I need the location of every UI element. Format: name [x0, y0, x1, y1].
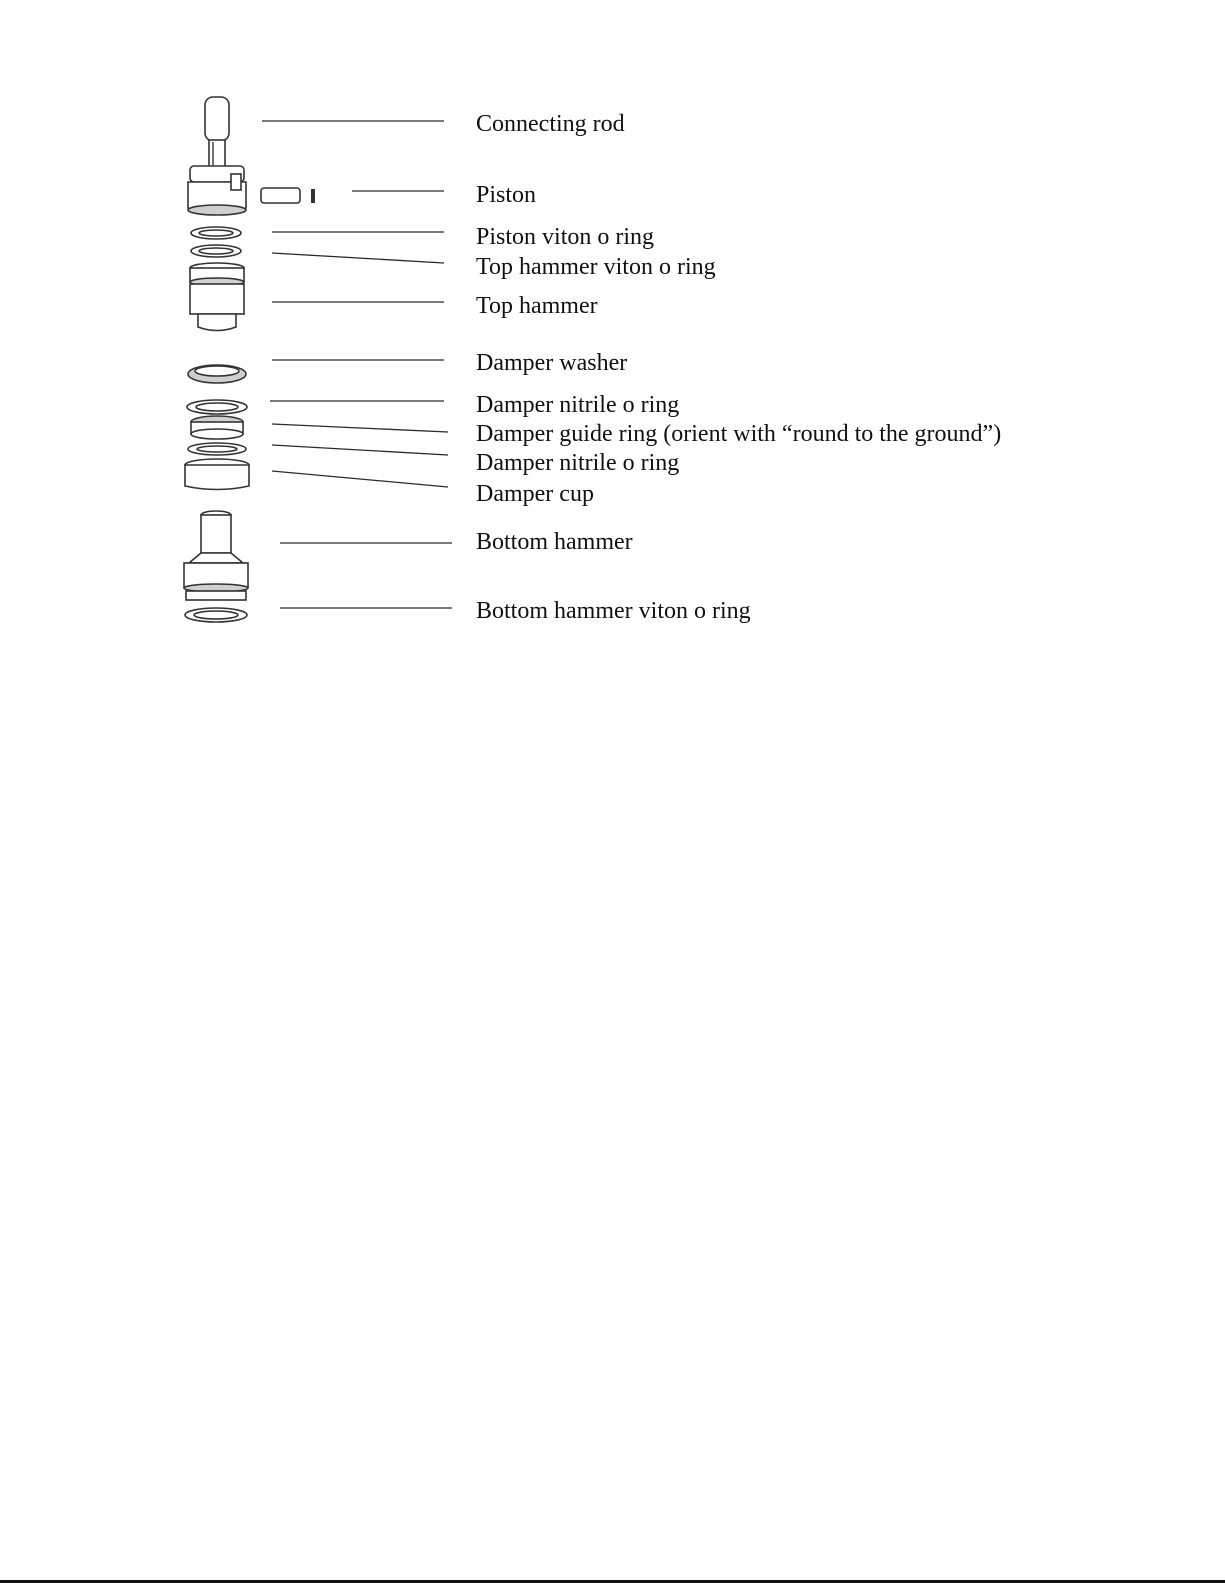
damper-washer-drawing — [188, 365, 246, 383]
damper-cup-drawing — [185, 459, 249, 490]
piston-drawing — [261, 188, 315, 203]
label-damper-washer: Damper washer — [476, 350, 628, 376]
connecting-rod-drawing — [188, 97, 246, 215]
label-connecting-rod: Connecting rod — [476, 111, 625, 137]
leader-line — [272, 424, 448, 432]
bottom-hammer-drawing — [184, 511, 248, 600]
label-top-hammer-viton-o-ring: Top hammer viton o ring — [476, 254, 716, 280]
damper-nitrile-o-ring-2-drawing — [188, 443, 246, 455]
label-damper-cup: Damper cup — [476, 481, 594, 507]
label-bottom-hammer: Bottom hammer — [476, 529, 633, 555]
piston-viton-o-ring-drawing — [191, 227, 241, 239]
leader-line — [272, 445, 448, 455]
page-bottom-rule — [0, 1580, 1225, 1583]
top-hammer-drawing — [190, 263, 244, 331]
label-piston-viton-o-ring: Piston viton o ring — [476, 224, 655, 250]
leader-line — [272, 471, 448, 487]
label-damper-nitrile-o-ring: Damper nitrile o ring — [476, 450, 680, 476]
top-hammer-viton-o-ring-drawing — [191, 245, 241, 257]
label-damper-guide-ring: Damper guide ring (orient with “round to the ground”) — [476, 421, 1002, 447]
label-bottom-hammer-viton-o-ring: Bottom hammer viton o ring — [476, 598, 751, 624]
damper-guide-ring-drawing — [191, 416, 243, 439]
damper-nitrile-o-ring-1-drawing — [187, 400, 247, 414]
bottom-hammer-viton-o-ring-drawing — [185, 608, 247, 622]
label-piston: Piston — [476, 182, 537, 208]
label-top-hammer: Top hammer — [476, 293, 598, 319]
label-damper-nitrile-o-ring: Damper nitrile o ring — [476, 392, 680, 418]
leader-line — [272, 253, 444, 263]
